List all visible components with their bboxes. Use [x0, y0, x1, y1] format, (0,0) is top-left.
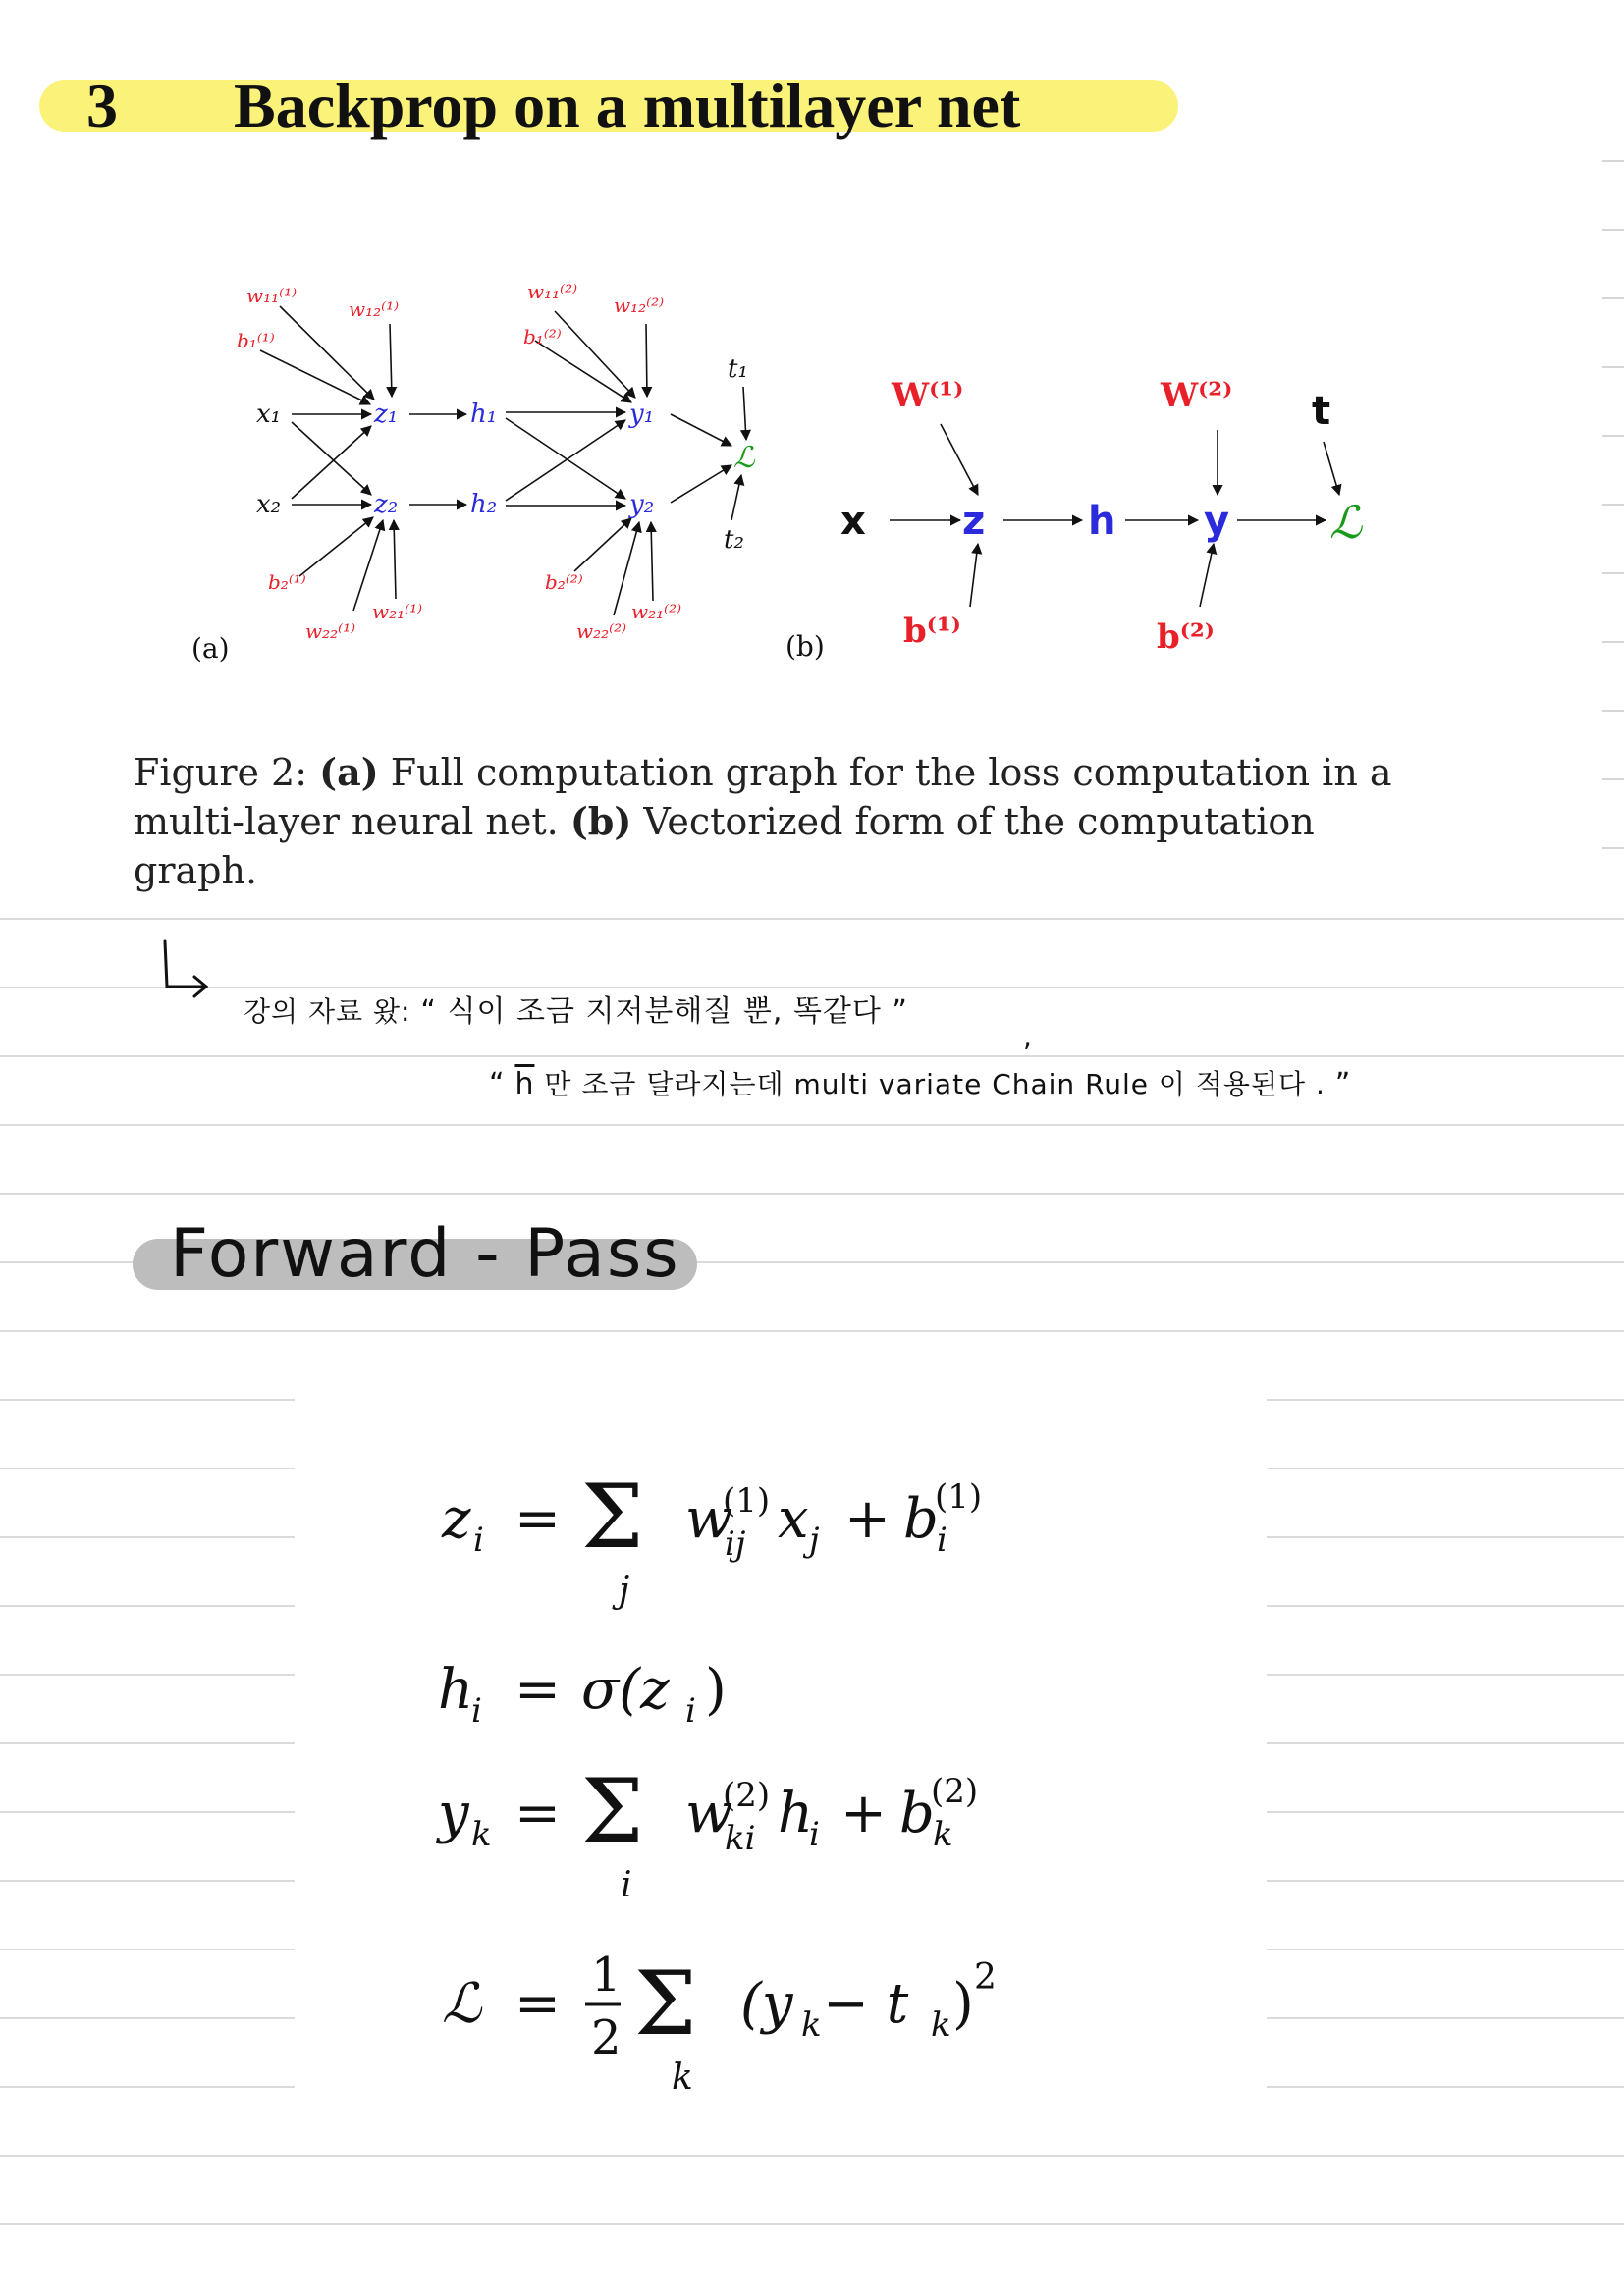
h1-node: h₁: [470, 400, 498, 429]
equation-h: [438, 1658, 727, 1731]
eq1-equals: =: [514, 1487, 561, 1551]
equation-loss: [442, 1948, 997, 2098]
loss-node-b: ℒ: [1329, 496, 1363, 549]
eq4-close: ): [952, 1972, 974, 2036]
z2-node: z₂: [374, 490, 399, 519]
eq1-lhs: z: [442, 1487, 471, 1551]
eq2-lhs: h: [438, 1658, 474, 1722]
note-line2-text: 만 조금 달라지는데 multi variate Chain Rule 이 적용된다 .: [534, 1068, 1326, 1100]
x-vec-node: x: [840, 499, 866, 544]
eq1-b-sup: (1): [935, 1477, 983, 1517]
eq4-frac-num: 1: [591, 1948, 622, 2002]
eq1-lhs-sub: i: [473, 1521, 484, 1560]
eq1-w-sup: (1): [723, 1481, 771, 1521]
panel-b-label: (b): [785, 630, 825, 663]
eq3-lhs-sub: k: [471, 1815, 492, 1854]
b1-vec-label: b⁽¹⁾: [903, 612, 961, 651]
handwritten-note-line-2: [489, 1063, 1351, 1102]
eq2-equals: =: [514, 1658, 561, 1722]
eq2-rhs-sub: i: [685, 1691, 696, 1731]
w11-2-label: w₁₁⁽²⁾: [527, 280, 577, 303]
b2-1-label: b₂⁽¹⁾: [268, 570, 306, 594]
y2-node: y₂: [629, 490, 655, 519]
w21-2-label: w₂₁⁽²⁾: [631, 600, 681, 623]
eq1-plus: +: [844, 1487, 891, 1551]
t2-node: t₂: [724, 525, 744, 555]
eq2-lhs-sub: i: [471, 1691, 482, 1731]
eq3-w: w: [685, 1782, 732, 1845]
equation-y: [435, 1760, 978, 1905]
eq1-sum-index: j: [619, 1571, 630, 1611]
margin-ticks: [1595, 0, 1624, 883]
eq1-x-sub: j: [809, 1521, 820, 1560]
b1-2-label: b₁⁽²⁾: [523, 325, 562, 348]
eq3-b-sub: k: [933, 1815, 953, 1854]
eq4-body: (y: [740, 1972, 793, 2036]
eq3-w-sub: ki: [725, 1819, 756, 1858]
note-line2-h-bar: $\overline{h}$: [514, 1067, 535, 1101]
eq4-frac-den: 2: [591, 2010, 622, 2065]
note-arrow-icon: [157, 937, 216, 1006]
eq1-w: w: [685, 1487, 732, 1551]
note-line2-close-quote: ”: [1334, 1067, 1352, 1101]
W2-label: W⁽²⁾: [1161, 376, 1233, 415]
note-line1-quote: “ 식이 조금 지저분해질 뿐, 똑같다 ”: [420, 994, 908, 1029]
section-number: 3: [86, 71, 118, 140]
eq3-h-sub: i: [809, 1815, 820, 1854]
eq3-b-sup: (2): [931, 1772, 979, 1811]
w12-2-label: w₁₂⁽²⁾: [614, 294, 664, 317]
eq4-lhs: ℒ: [442, 1972, 482, 2036]
section-heading: [39, 71, 1178, 140]
eq3-sigma: Σ: [581, 1760, 644, 1863]
handwritten-note-line-1: [244, 987, 908, 1030]
eq1-sigma: Σ: [581, 1466, 644, 1569]
eq3-b: b: [899, 1782, 935, 1845]
eq2-close: ): [705, 1658, 727, 1722]
y1-node: y₁: [629, 400, 655, 429]
w21-1-label: w₂₁⁽¹⁾: [372, 600, 422, 623]
W1-label: W⁽¹⁾: [892, 376, 964, 415]
w11-1-label: w₁₁⁽¹⁾: [246, 284, 297, 307]
panel-a-label: (a): [191, 632, 230, 665]
w22-1-label: w₂₂⁽¹⁾: [305, 619, 355, 643]
caption-a-text: Full computation graph for the loss computation in a multi-layer neural net.: [134, 751, 1392, 843]
eq4-t-sub: k: [931, 2005, 951, 2045]
equation-z: [441, 1466, 982, 1611]
caption-a-tag: (a): [319, 750, 379, 794]
eq1-b: b: [903, 1487, 939, 1551]
t-vec-node: t: [1312, 389, 1331, 434]
figure-caption: [134, 748, 1449, 895]
caption-b-text: Vectorized form of the computation graph.: [134, 800, 1315, 892]
eq3-plus: +: [840, 1782, 887, 1845]
b2-vec-label: b⁽²⁾: [1157, 617, 1215, 657]
forward-pass-equations: [412, 1453, 1100, 2120]
eq1-w-sub: ij: [725, 1524, 746, 1564]
eq3-equals: =: [514, 1782, 561, 1845]
eq4-minus: − t: [823, 1972, 909, 2036]
note-line2-open-quote: “: [489, 1067, 506, 1101]
caption-prefix: Figure 2:: [134, 751, 320, 794]
forward-pass-label: Forward - Pass: [170, 1215, 680, 1293]
caption-b-tag: (b): [569, 799, 632, 843]
t1-node: t₁: [728, 354, 748, 384]
eq1-b-sub: i: [937, 1521, 947, 1560]
h-vec-node: h: [1088, 499, 1116, 544]
eq4-y-sub: k: [801, 2005, 822, 2045]
eq4-sigma: Σ: [634, 1952, 697, 2056]
forward-pass-heading: [133, 1215, 697, 1302]
eq1-x: x: [778, 1487, 809, 1551]
h2-node: h₂: [470, 490, 498, 519]
z1-node: z₁: [374, 400, 399, 429]
w12-1-label: w₁₂⁽¹⁾: [349, 297, 399, 321]
eq4-sup: 2: [974, 1957, 997, 1998]
note-comma: ,: [1023, 1021, 1032, 1053]
x2-node: x₂: [256, 490, 282, 519]
note-line1-prefix: 강의 자료 왔:: [244, 995, 421, 1028]
eq4-sum-index: k: [672, 2057, 693, 2098]
figure-b-vectorized-graph: [776, 363, 1404, 677]
eq3-sum-index: i: [621, 1865, 632, 1905]
eq3-lhs: y: [438, 1782, 469, 1845]
b2-2-label: b₂⁽²⁾: [545, 570, 583, 594]
figure-a-computation-graph: [182, 257, 790, 679]
loss-node-a: ℒ: [733, 441, 755, 475]
eq3-h: h: [778, 1782, 814, 1845]
z-vec-node: z: [962, 499, 986, 544]
x1-node: x₁: [256, 400, 282, 429]
w22-2-label: w₂₂⁽²⁾: [576, 619, 626, 643]
eq4-equals: =: [514, 1972, 561, 2036]
eq2-rhs: σ(z: [581, 1658, 670, 1722]
section-title: Backprop on a multilayer net: [234, 71, 1021, 140]
b1-1-label: b₁⁽¹⁾: [237, 329, 275, 352]
y-vec-node: y: [1204, 499, 1230, 544]
eq3-w-sup: (2): [723, 1776, 771, 1815]
